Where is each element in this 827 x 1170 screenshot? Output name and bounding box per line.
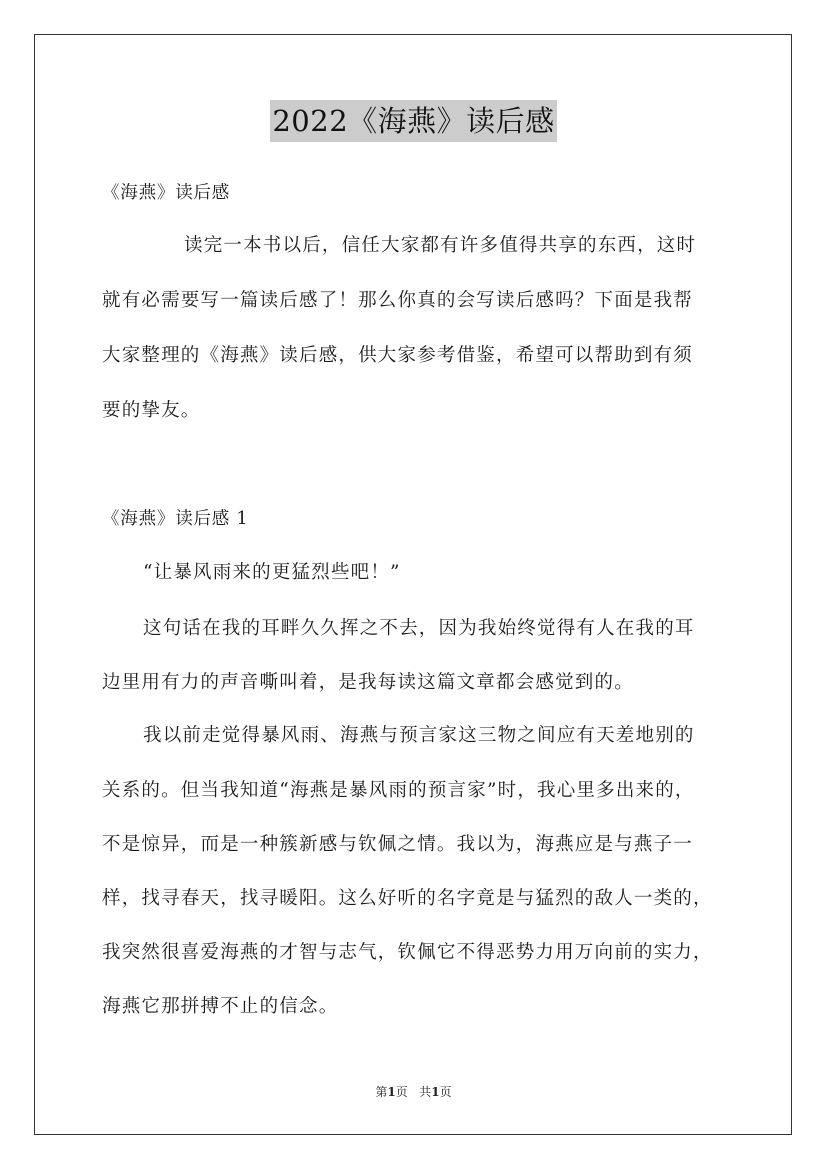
section1-paragraph-line: 样，找寻春天，找寻暖阳。这么好听的名字竟是与猛烈的敌人一类的，	[102, 888, 713, 909]
intro-paragraph-line: 大家整理的《海燕》读后感，供大家参考借鉴，希望可以帮助到有须	[102, 345, 694, 366]
section1-paragraph-line: 我突然很喜爱海燕的才智与志气，钦佩它不得恶势力用万向前的实力，	[102, 942, 713, 963]
section1-quote: “让暴风雨来的更猛烈些吧！”	[143, 562, 401, 583]
page-footer	[0, 1084, 827, 1100]
section1-heading: 《海燕》读后感 1	[102, 509, 249, 529]
document-title: 2022《海燕》读后感	[270, 100, 556, 142]
section1-paragraph-line: 不是惊异，而是一种簇新感与钦佩之情。我以为，海燕应是与燕子一	[102, 834, 694, 855]
intro-paragraph-line: 读完一本书以后，信任大家都有许多值得共享的东西，这时	[184, 235, 697, 256]
title-container	[0, 100, 827, 142]
section1-paragraph-line: 关系的。但当我知道“海燕是暴风雨的预言家”时，我心里多出来的，	[102, 780, 695, 801]
footer-page-number: 1	[387, 1085, 396, 1099]
intro-paragraph-line: 要的挚友。	[102, 400, 201, 421]
footer-total-suffix: 页	[439, 1085, 452, 1099]
intro-heading: 《海燕》读后感	[102, 183, 231, 203]
footer-page-prefix: 第	[375, 1085, 388, 1099]
footer-total-pages: 1	[431, 1085, 440, 1099]
intro-paragraph-line: 就有必需要写一篇读后感了！那么你真的会写读后感吗？下面是我帮	[102, 290, 694, 311]
section1-paragraph-line: 海燕它那拼搏不止的信念。	[102, 996, 339, 1017]
section1-paragraph-line: 边里用有力的声音嘶叫着，是我每读这篇文章都会感觉到的。	[102, 672, 634, 693]
section1-paragraph-line: 这句话在我的耳畔久久挥之不去，因为我始终觉得有人在我的耳	[143, 618, 695, 639]
footer-page-suffix: 页	[395, 1085, 408, 1099]
section1-paragraph-line: 我以前走觉得暴风雨、海燕与预言家这三物之间应有天差地别的	[143, 725, 695, 746]
footer-total-prefix: 共	[419, 1085, 432, 1099]
